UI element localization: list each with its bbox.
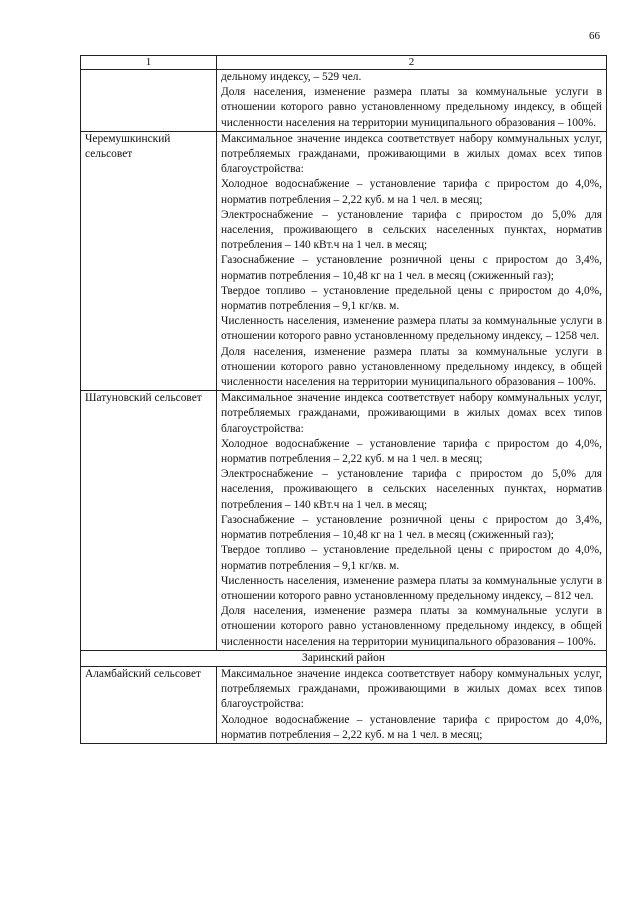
municipality-name (81, 70, 217, 132)
region-heading: Заринский район (81, 650, 607, 666)
description-paragraph: Доля населения, изменение размера платы за коммунальные услуги в отношении которого равно установленному предельному индексу, в общей численности населения на территории муниципального образования – 100%. (221, 86, 602, 129)
description-cell (217, 70, 607, 132)
description-paragraph: Максимальное значение индекса соответствует набору коммунальных услуг, потребляемых гражданами, проживающими в жилых домах всех типов благоустройства: (221, 132, 602, 176)
table-row (81, 666, 607, 743)
table-header-row (81, 56, 607, 70)
description-paragraph: Максимальное значение индекса соответствует набору коммунальных услуг, потребляемых гражданами, проживающими в жилых домах всех типов благоустройства: (221, 392, 602, 435)
page-number: 66 (589, 30, 600, 42)
region-row (81, 650, 607, 666)
description-paragraph: Численность населения, изменение размера платы за коммунальные услуги в отношении которого равно установленному предельному индексу, – 812 чел. (221, 574, 602, 602)
description-paragraph: Холодное водоснабжение – установление тарифа с приростом до 4,0%, норматив потребления – 2,22 куб. м на 1 чел. в месяц; (221, 178, 602, 206)
description-paragraph: Холодное водоснабжение – установление тарифа с приростом до 4,0%, норматив потребления – 2,22 куб. м на 1 чел. в месяц; (221, 713, 602, 741)
municipality-name: Шатуновский сельсовет (81, 391, 217, 650)
table-row (81, 131, 607, 390)
municipality-name: Черемушкинский сельсовет (81, 131, 217, 390)
description-paragraph: дельному индексу, – 529 чел. (221, 71, 362, 83)
table-row (81, 70, 607, 132)
document-table (80, 55, 607, 744)
municipality-name: Аламбайский сельсовет (81, 666, 217, 743)
column-header-1: 1 (81, 56, 217, 70)
column-header-2: 2 (217, 56, 607, 70)
description-paragraph: Численность населения, изменение размера платы за коммунальные услуги в отношении которого равно установленному предельному индексу, – 1258 чел. (221, 315, 602, 343)
description-cell (217, 666, 607, 743)
description-paragraph: Газоснабжение – установление розничной цены с приростом до 3,4%, норматив потребления – 10,48 кг на 1 чел. в месяц (сжиженный газ); (221, 513, 602, 542)
description-paragraph: Холодное водоснабжение – установление тарифа с приростом до 4,0%, норматив потребления – 2,22 куб. м на 1 чел. в месяц; (221, 437, 602, 466)
description-paragraph: Газоснабжение – установление розничной цены с приростом до 3,4%, норматив потребления – 10,48 кг на 1 чел. в месяц (сжиженный газ); (221, 254, 602, 282)
description-paragraph: Твердое топливо – установление предельной цены с приростом до 4,0%, норматив потребления – 9,1 кг/кв. м. (221, 284, 602, 313)
description-paragraph: Электроснабжение – установление тарифа с приростом до 5,0% для населения, проживающего в сельских населенных пунктах, норматив потребления – 140 кВт.ч на 1 чел. в месяц; (221, 208, 602, 252)
description-paragraph: Электроснабжение – установление тарифа с приростом до 5,0% для населения, проживающего в сельских населенных пунктах, норматив потребления – 140 кВт.ч на 1 чел. в месяц; (221, 468, 602, 511)
description-cell (217, 391, 607, 650)
description-paragraph: Доля населения, изменение размера платы за коммунальные услуги в отношении которого равно установленному предельному индексу, в общей численности населения на территории муниципального образования – 100%. (221, 345, 602, 389)
description-paragraph: Доля населения, изменение размера платы за коммунальные услуги в отношении которого равно установленному предельному индексу, в общей численности населения на территории муниципального образования – 100%. (221, 605, 602, 648)
description-paragraph: Твердое топливо – установление предельной цены с приростом до 4,0%, норматив потребления – 9,1 кг/кв. м. (221, 544, 602, 572)
table-row (81, 391, 607, 650)
description-cell (217, 131, 607, 390)
description-paragraph: Максимальное значение индекса соответствует набору коммунальных услуг, потребляемых гражданами, проживающими в жилых домах всех типов благоустройства: (221, 667, 602, 711)
